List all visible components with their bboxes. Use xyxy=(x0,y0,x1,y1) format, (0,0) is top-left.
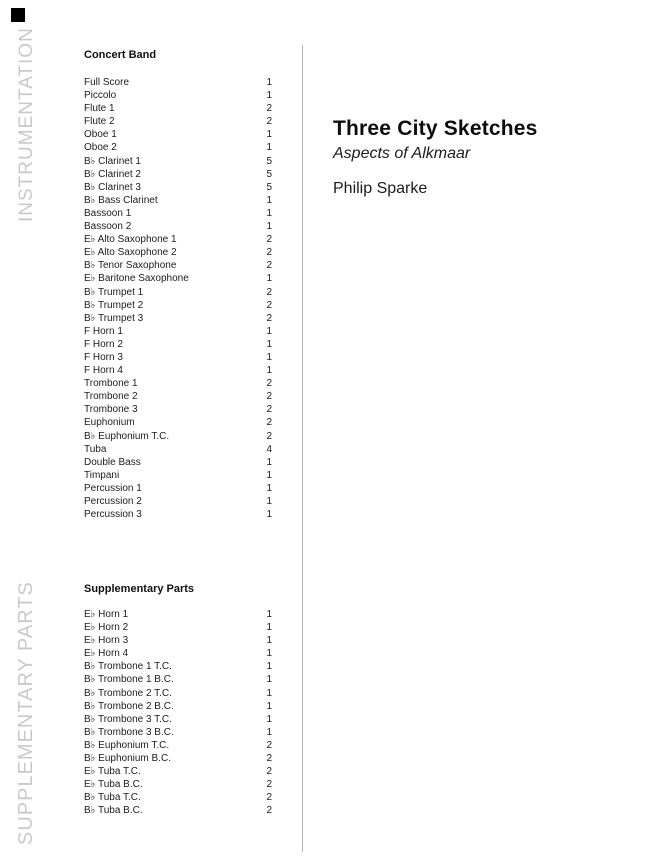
instrument-quantity: 1 xyxy=(266,456,272,468)
vertical-divider xyxy=(302,45,303,852)
instrument-name: Timpani xyxy=(84,469,120,481)
instrument-name: B♭ Euphonium B.C. xyxy=(84,753,171,765)
instrument-quantity: 2 xyxy=(266,234,272,246)
instrument-quantity: 2 xyxy=(266,805,272,817)
instrument-quantity: 1 xyxy=(266,207,272,219)
instrument-row xyxy=(84,765,272,778)
instrument-row xyxy=(84,299,272,312)
instrument-name: B♭ Trombone 3 B.C. xyxy=(84,726,174,738)
instrument-name: Percussion 3 xyxy=(84,509,142,521)
instrument-row xyxy=(84,443,272,456)
instrument-quantity: 1 xyxy=(266,648,272,660)
instrument-quantity: 2 xyxy=(266,391,272,403)
instrument-row xyxy=(84,739,272,752)
composer-name: Philip Sparke xyxy=(333,180,428,197)
instrument-quantity: 2 xyxy=(266,779,272,791)
instrument-name: B♭ Clarinet 1 xyxy=(84,155,141,167)
instrument-quantity: 1 xyxy=(266,338,272,350)
instrument-name: B♭ Trombone 2 B.C. xyxy=(84,700,174,712)
instrument-quantity: 2 xyxy=(266,116,272,128)
instrumentation-vertical-label: INSTRUMENTATION xyxy=(16,27,37,222)
instrument-name: Double Bass xyxy=(84,456,141,468)
supplementary-parts-list xyxy=(84,608,272,818)
instrument-name: B♭ Clarinet 2 xyxy=(84,168,141,180)
instrument-quantity: 1 xyxy=(266,77,272,88)
instrument-name: B♭ Tenor Saxophone xyxy=(84,260,177,272)
instrument-name: E♭ Horn 4 xyxy=(84,648,129,660)
instrument-name: B♭ Euphonium T.C. xyxy=(84,430,170,442)
instrument-row xyxy=(84,220,272,233)
instrument-quantity: 1 xyxy=(266,713,272,725)
instrument-quantity: 1 xyxy=(266,325,272,337)
instrument-quantity: 1 xyxy=(266,674,272,686)
instrument-name: E♭ Horn 1 xyxy=(84,609,129,620)
instrument-quantity: 5 xyxy=(266,168,272,180)
instrument-quantity: 2 xyxy=(266,299,272,311)
instrument-quantity: 1 xyxy=(266,726,272,738)
instrument-name: B♭ Trumpet 3 xyxy=(84,312,144,324)
instrument-quantity: 1 xyxy=(266,661,272,673)
instrument-row xyxy=(84,508,272,521)
instrument-quantity: 1 xyxy=(266,142,272,154)
instrument-row xyxy=(84,286,272,299)
instrument-name: Euphonium xyxy=(84,417,135,429)
concert-band-heading: Concert Band xyxy=(84,49,157,61)
instrument-row xyxy=(84,647,272,660)
instrument-quantity: 2 xyxy=(266,286,272,298)
instrument-row xyxy=(84,377,272,390)
instrument-name: Oboe 2 xyxy=(84,142,117,154)
instrument-row xyxy=(84,115,272,128)
instrument-quantity: 1 xyxy=(266,509,272,521)
instrument-name: B♭ Clarinet 3 xyxy=(84,181,141,193)
instrument-row xyxy=(84,778,272,791)
instrument-row xyxy=(84,128,272,141)
instrument-name: E♭ Tuba T.C. xyxy=(84,766,141,778)
instrument-quantity: 1 xyxy=(266,700,272,712)
instrument-name: E♭ Horn 2 xyxy=(84,622,129,634)
instrument-row xyxy=(84,325,272,338)
instrument-name: Trombone 1 xyxy=(84,378,138,390)
instrument-row xyxy=(84,469,272,482)
instrument-row xyxy=(84,351,272,364)
instrument-row xyxy=(84,272,272,285)
instrument-quantity: 4 xyxy=(266,443,272,455)
instrument-name: Trombone 3 xyxy=(84,404,138,416)
title-block xyxy=(333,116,623,199)
instrument-quantity: 2 xyxy=(266,312,272,324)
instrument-quantity: 2 xyxy=(266,247,272,259)
instrument-row xyxy=(84,259,272,272)
instrument-quantity: 2 xyxy=(266,103,272,115)
instrument-quantity: 1 xyxy=(266,129,272,141)
instrument-name: E♭ Horn 3 xyxy=(84,635,129,647)
instrument-quantity: 1 xyxy=(266,687,272,699)
instrument-row xyxy=(84,700,272,713)
instrument-row xyxy=(84,687,272,700)
instrument-name: B♭ Tuba T.C. xyxy=(84,792,141,804)
supplementary-vertical-label: SUPPLEMENTARY PARTS xyxy=(15,581,37,845)
instrument-row xyxy=(84,416,272,429)
instrument-quantity: 1 xyxy=(266,482,272,494)
instrument-row xyxy=(84,76,272,89)
instrument-name: B♭ Trombone 3 T.C. xyxy=(84,713,172,725)
instrument-name: F Horn 1 xyxy=(84,325,123,337)
instrument-name: Trombone 2 xyxy=(84,391,138,403)
instrument-row xyxy=(84,246,272,259)
instrument-name: B♭ Tuba B.C. xyxy=(84,805,143,817)
instrument-name: Bassoon 1 xyxy=(84,207,132,219)
instrument-name: Oboe 1 xyxy=(84,129,117,141)
corner-mark xyxy=(11,8,25,22)
concert-band-list xyxy=(84,76,272,521)
instrument-row xyxy=(84,207,272,220)
instrument-name: B♭ Trumpet 2 xyxy=(84,299,144,311)
instrument-name: B♭ Bass Clarinet xyxy=(84,194,158,206)
instrument-quantity: 1 xyxy=(266,622,272,634)
instrument-row xyxy=(84,102,272,115)
supplementary-parts-heading: Supplementary Parts xyxy=(84,583,195,595)
instrument-row xyxy=(84,456,272,469)
instrument-row xyxy=(84,495,272,508)
instrument-row xyxy=(84,338,272,351)
instrument-row xyxy=(84,403,272,416)
instrument-row xyxy=(84,660,272,673)
instrument-row xyxy=(84,608,272,621)
instrument-row xyxy=(84,713,272,726)
instrument-name: B♭ Euphonium T.C. xyxy=(84,739,170,751)
instrument-name: B♭ Trombone 1 B.C. xyxy=(84,674,174,686)
instrument-row xyxy=(84,89,272,102)
instrument-name: Bassoon 2 xyxy=(84,221,132,233)
instrument-quantity: 5 xyxy=(266,155,272,167)
instrument-name: E♭ Alto Saxophone 1 xyxy=(84,234,177,246)
instrument-quantity: 2 xyxy=(266,792,272,804)
instrument-name: Percussion 1 xyxy=(84,482,142,494)
instrument-row xyxy=(84,430,272,443)
instrument-quantity: 1 xyxy=(266,194,272,206)
instrument-row xyxy=(84,726,272,739)
instrument-name: Tuba xyxy=(84,443,107,455)
instrument-row xyxy=(84,791,272,804)
instrument-quantity: 2 xyxy=(266,417,272,429)
instrument-row xyxy=(84,233,272,246)
instrument-row xyxy=(84,634,272,647)
instrument-row xyxy=(84,364,272,377)
instrument-quantity: 1 xyxy=(266,273,272,285)
instrument-name: Percussion 2 xyxy=(84,496,142,507)
instrument-name: E♭ Alto Saxophone 2 xyxy=(84,247,177,259)
instrument-name: B♭ Trombone 2 T.C. xyxy=(84,687,172,699)
instrument-quantity: 2 xyxy=(266,739,272,751)
instrument-name: E♭ Baritone Saxophone xyxy=(84,273,189,285)
instrument-row xyxy=(84,141,272,154)
instrument-quantity: 2 xyxy=(266,430,272,442)
instrument-name: Piccolo xyxy=(84,90,117,102)
instrument-quantity: 1 xyxy=(266,609,272,620)
instrument-quantity: 2 xyxy=(266,753,272,765)
instrument-quantity: 1 xyxy=(266,469,272,481)
instrument-quantity: 1 xyxy=(266,635,272,647)
instrument-row xyxy=(84,155,272,168)
instrument-row xyxy=(84,752,272,765)
instrument-name: B♭ Trumpet 1 xyxy=(84,286,144,298)
instrument-quantity: 2 xyxy=(266,404,272,416)
instrument-row xyxy=(84,168,272,181)
instrument-name: E♭ Tuba B.C. xyxy=(84,779,143,791)
instrument-name: F Horn 3 xyxy=(84,351,123,363)
instrument-row xyxy=(84,390,272,403)
work-title: Three City Sketches xyxy=(333,117,538,140)
instrument-row xyxy=(84,312,272,325)
instrument-quantity: 1 xyxy=(266,365,272,377)
instrument-quantity: 5 xyxy=(266,181,272,193)
work-subtitle: Aspects of Alkmaar xyxy=(333,145,471,162)
instrument-quantity: 2 xyxy=(266,260,272,272)
instrument-row xyxy=(84,482,272,495)
instrument-name: F Horn 2 xyxy=(84,338,123,350)
instrument-row xyxy=(84,804,272,817)
instrument-row xyxy=(84,181,272,194)
instrument-name: Flute 2 xyxy=(84,116,115,128)
instrument-row xyxy=(84,673,272,686)
instrument-name: F Horn 4 xyxy=(84,365,123,377)
instrument-quantity: 1 xyxy=(266,221,272,233)
instrument-quantity: 1 xyxy=(266,90,272,102)
instrument-quantity: 2 xyxy=(266,378,272,390)
instrument-name: B♭ Trombone 1 T.C. xyxy=(84,661,172,673)
instrument-quantity: 1 xyxy=(266,351,272,363)
instrument-name: Full Score xyxy=(84,77,130,88)
instrument-name: Flute 1 xyxy=(84,103,115,115)
instrument-quantity: 2 xyxy=(266,766,272,778)
instrument-row xyxy=(84,194,272,207)
instrument-row xyxy=(84,621,272,634)
instrument-quantity: 1 xyxy=(266,496,272,507)
